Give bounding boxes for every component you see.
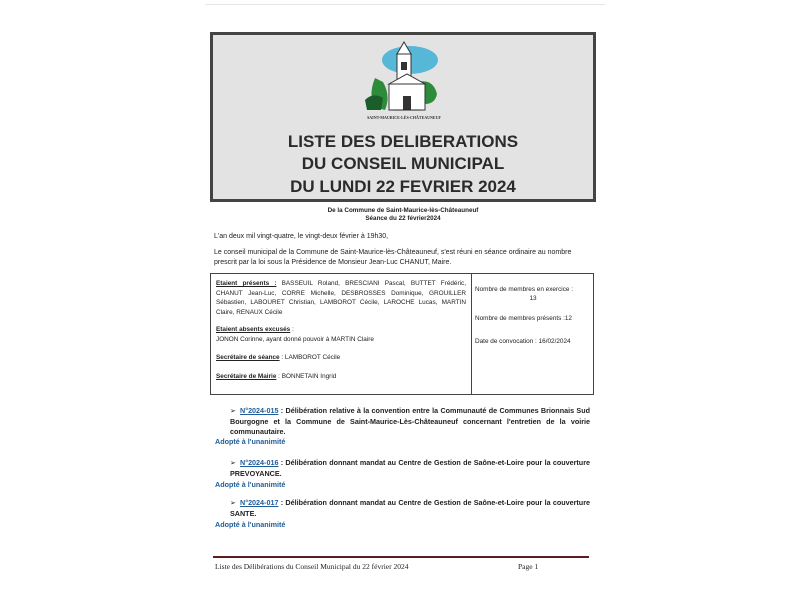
- members-value: 13: [529, 295, 537, 302]
- footer-rule: [213, 556, 589, 558]
- secretary-value: : LAMBOROT Cécile: [279, 354, 341, 361]
- church-logo-icon: [363, 38, 445, 122]
- secretary-label: Secrétaire de séance: [216, 354, 280, 361]
- logo-caption: SAINT-MAURICE-LÈS-CHÂTEAUNEUF: [367, 115, 441, 120]
- arrow-bullet-icon: ➢: [230, 458, 237, 467]
- intro-paragraph-2: Le conseil municipal de la Commune de Saint-Maurice-lès-Châteauneuf, s'est réuni en séance ordinaire au nombre prescrit par la loi sous la Présidence de Monsieur Jean-Luc CHANUT, Maire.: [214, 249, 572, 266]
- title-line-1: LISTE DES DELIBERATIONS: [287, 132, 519, 151]
- present-names: BASSEUIL Roland, BRESCIANI Pascal, BUTTET Frédéric, CHANUT Jean-Luc, CORRE Michelle, DESBROSSES Dominique, GROUILLER Sébastien, LABOURET Christian, LAMBOROT Cécile, LAROCHE Lucas, MARTIN Claire, RENAUX Cécile: [216, 280, 467, 316]
- deliberation-text: : Délibération donnant mandat au Centre de Gestion de Saône-et-Loire pour la couverture PREVOYANCE.: [230, 458, 590, 478]
- members-label: Nombre de membres en exercice :: [475, 286, 574, 293]
- deliberation-status: Adopté à l'unanimité: [215, 520, 286, 529]
- title-line-3: DU LUNDI 22 FEVRIER 2024: [290, 177, 516, 196]
- footer-title: Liste des Délibérations du Conseil Municipal du 22 février 2024: [215, 562, 409, 571]
- title-banner: [210, 32, 596, 202]
- table-divider: [471, 274, 472, 394]
- mairie-block: [216, 372, 466, 382]
- deliberation-status: Adopté à l'unanimité: [215, 480, 286, 489]
- commune-line: De la Commune de Saint-Maurice-lès-Châteauneuf: [327, 207, 479, 214]
- secretary-block: [216, 353, 466, 363]
- absent-block: [216, 325, 466, 344]
- deliberation-status: Adopté à l'unanimité: [215, 437, 286, 446]
- deliberation-item: [230, 498, 590, 519]
- deliberation-number: N°2024-015: [240, 406, 279, 415]
- title-line-2: DU CONSEIL MUNICIPAL: [301, 154, 505, 173]
- deliberation-item: [230, 406, 590, 438]
- deliberation-text: : Délibération donnant mandat au Centre de Gestion de Saône-et-Loire pour la couverture SANTE.: [230, 498, 590, 518]
- absent-label: Etaient absents excusés: [216, 326, 291, 333]
- deliberation-number: N°2024-017: [240, 498, 279, 507]
- absent-label-suffix: :: [290, 326, 294, 333]
- present-block: [216, 279, 466, 317]
- arrow-bullet-icon: ➢: [230, 498, 237, 507]
- deliberation-item: [230, 458, 590, 479]
- absent-names: JONON Corinne, ayant donné pouvoir à MARTIN Claire: [216, 335, 374, 343]
- intro-paragraph-1: L'an deux mil vingt-quatre, le vingt-deux février à 19h30,: [214, 233, 389, 240]
- deliberation-number: N°2024-016: [240, 458, 279, 467]
- page-number: Page 1: [518, 562, 539, 571]
- deliberation-text: : Délibération relative à la convention entre la Communauté de Communes Brionnais Sud Bourgogne et la Commune de Saint-Maurice-Lès-Châteauneuf concernant l'entretien de la voirie communautaire.: [230, 406, 590, 436]
- present-label: Etaient présents :: [216, 280, 277, 287]
- attendance-table: [210, 273, 594, 395]
- mairie-value: : BONNETAIN Ingrid: [276, 373, 337, 380]
- session-date-line: Séance du 22 février2024: [365, 215, 441, 222]
- present-count: Nombre de membres présents :12: [475, 315, 572, 322]
- mairie-label: Secrétaire de Mairie: [216, 373, 277, 380]
- arrow-bullet-icon: ➢: [230, 406, 237, 415]
- top-rule: [205, 4, 605, 5]
- convocation-date: Date de convocation : 16/02/2024: [475, 338, 571, 345]
